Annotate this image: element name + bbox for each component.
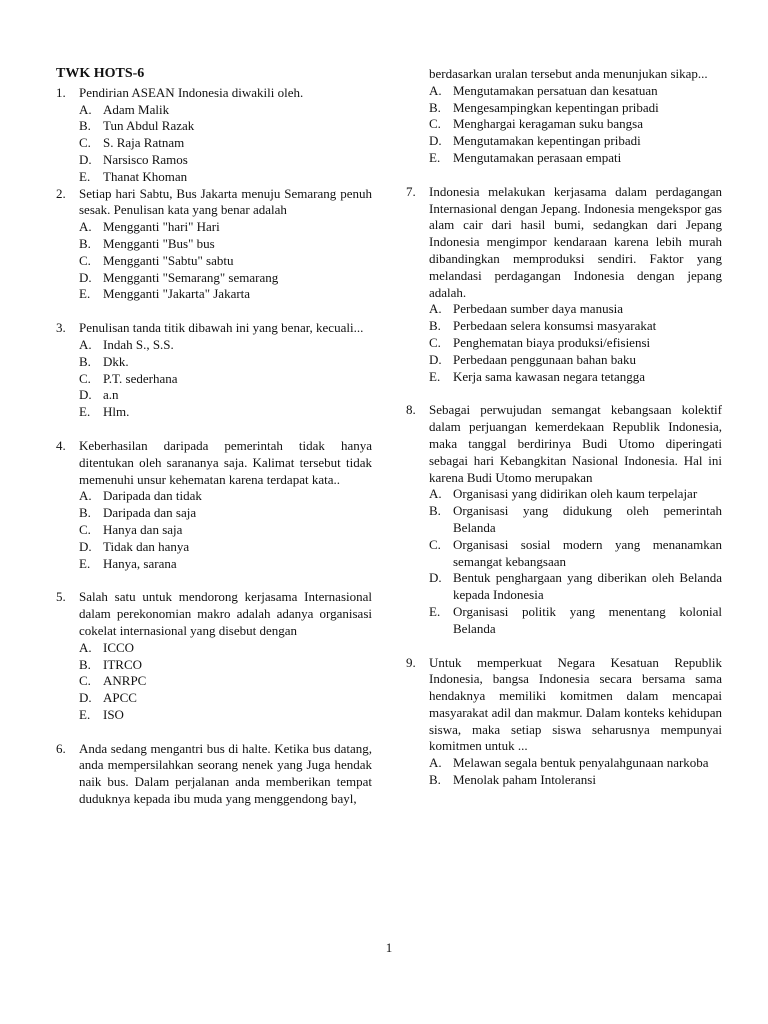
question-7 <box>406 184 722 386</box>
question-text: Sebagai perwujudan semangat kebangsaan kolektif dalam perjuangan kemerdekaan Republik Indonesia, maka tanggal berdirinya Budi Utomo diperingati sebagai hari Kebangkitan Nasional Indonesia. Hal ini karena Budi Utomo merupakan <box>429 402 722 485</box>
option-b <box>429 772 722 789</box>
option-a <box>429 486 722 503</box>
option-letter: D. <box>79 269 92 285</box>
option-letter: D. <box>429 133 442 149</box>
option-letter: C. <box>79 135 91 151</box>
option-a <box>79 219 372 236</box>
option-c <box>429 335 722 352</box>
option-c <box>79 371 372 388</box>
option-text: Tidak dan hanya <box>103 538 190 554</box>
option-letter: C. <box>429 536 441 552</box>
option-letter: B. <box>79 656 91 672</box>
spacer <box>56 421 372 438</box>
option-text: Menolak paham Intoleransi <box>453 772 596 788</box>
option-list <box>79 640 372 724</box>
option-text: ISO <box>103 706 124 722</box>
question-number: 3. <box>56 320 66 336</box>
option-d <box>429 133 722 150</box>
question-number: 1. <box>56 84 66 100</box>
option-text: ANRPC <box>103 673 147 689</box>
option-letter: E. <box>79 706 91 722</box>
option-text: Tun Abdul Razak <box>103 118 195 134</box>
question-number: 4. <box>56 437 66 453</box>
option-text: Kerja sama kawasan negara tetangga <box>453 368 646 384</box>
question-6-continued <box>406 66 722 167</box>
option-letter: A. <box>79 488 92 504</box>
question-number: 7. <box>406 183 416 199</box>
option-list <box>79 102 372 186</box>
option-text: Mengganti "Semarang" semarang <box>103 269 279 285</box>
question-text: Salah satu untuk mendorong kerjasama Internasional dalam perekonomian makro adalah adanya organisasi cokelat internasional yang disebut dengan <box>79 589 372 638</box>
option-letter: B. <box>429 772 441 788</box>
option-letter: B. <box>79 235 91 251</box>
spacer <box>56 303 372 320</box>
option-letter: A. <box>79 336 92 352</box>
question-1 <box>56 85 372 186</box>
option-letter: E. <box>429 149 441 165</box>
option-text: Melawan segala bentuk penyalahgunaan narkoba <box>453 755 709 771</box>
option-e <box>79 707 372 724</box>
question-5 <box>56 589 372 723</box>
option-list <box>79 219 372 303</box>
option-a <box>429 83 722 100</box>
option-text: Mengutamakan persatuan dan kesatuan <box>453 82 658 98</box>
option-d <box>429 352 722 369</box>
option-letter: C. <box>79 673 91 689</box>
option-letter: D. <box>429 351 442 367</box>
question-8 <box>406 402 722 637</box>
option-text: Hanya, sarana <box>103 555 177 571</box>
option-letter: D. <box>429 570 442 586</box>
option-text: Daripada dan saja <box>103 505 197 521</box>
option-text: Narsisco Ramos <box>103 151 188 167</box>
option-letter: C. <box>429 334 441 350</box>
question-text: Keberhasilan daripada pemerintah tidak hanya ditentukan oleh sarananya saja. Kalimat tersebut tidak memenuhi unsur kehematan karena terdapat kata.. <box>79 437 372 487</box>
option-b <box>79 236 372 253</box>
option-list <box>79 488 372 572</box>
option-text: Mengutamakan kepentingan pribadi <box>453 133 641 149</box>
option-letter: E. <box>429 603 441 619</box>
option-letter: E. <box>79 555 91 571</box>
option-letter: E. <box>79 168 91 184</box>
option-text: S. Raja Ratnam <box>103 135 185 151</box>
option-text: Hlm. <box>103 404 130 420</box>
option-list <box>429 755 722 789</box>
question-text: Setiap hari Sabtu, Bus Jakarta menuju Semarang penuh sesak. Penulisan kata yang benar adalah <box>79 185 372 218</box>
option-c <box>79 522 372 539</box>
option-d <box>79 152 372 169</box>
option-letter: A. <box>79 101 92 117</box>
question-2 <box>56 186 372 304</box>
option-b <box>429 318 722 335</box>
option-text: Perbedaan sumber daya manusia <box>453 301 624 317</box>
option-text: Dkk. <box>103 353 129 369</box>
option-text: Hanya dan saja <box>103 521 183 537</box>
option-d <box>79 539 372 556</box>
option-text: ITRCO <box>103 656 142 672</box>
option-letter: C. <box>79 370 91 386</box>
option-text: Indah S., S.S. <box>103 336 174 352</box>
option-list <box>429 486 722 637</box>
option-letter: A. <box>79 639 92 655</box>
option-letter: D. <box>79 690 92 706</box>
question-text: Penulisan tanda titik dibawah ini yang benar, kecuali... <box>79 320 364 336</box>
spacer <box>406 167 722 184</box>
option-c <box>429 537 722 571</box>
option-e <box>79 286 372 303</box>
option-a <box>429 301 722 318</box>
option-text: Perbedaan penggunaan bahan baku <box>453 351 637 367</box>
option-text: Thanat Khoman <box>103 168 188 184</box>
option-letter: D. <box>79 538 92 554</box>
question-number: 2. <box>56 185 66 201</box>
option-text: Bentuk penghargaan yang diberikan oleh Belanda kepada Indonesia <box>453 570 722 603</box>
option-text: Perbedaan selera konsumsi masyarakat <box>453 318 657 334</box>
option-d <box>79 270 372 287</box>
option-letter: B. <box>79 118 91 134</box>
option-list <box>79 337 372 421</box>
option-letter: D. <box>79 387 92 403</box>
option-e <box>429 150 722 167</box>
option-a <box>79 488 372 505</box>
option-b <box>429 503 722 537</box>
option-a <box>79 337 372 354</box>
left-column <box>56 66 372 808</box>
option-letter: A. <box>429 755 442 771</box>
spacer <box>406 638 722 655</box>
option-e <box>79 556 372 573</box>
option-letter: D. <box>79 151 92 167</box>
option-e <box>429 604 722 638</box>
option-text: Penghematan biaya produksi/efisiensi <box>453 334 651 350</box>
option-text: Mengganti "Bus" bus <box>103 235 215 251</box>
question-text: berdasarkan uralan tersebut anda menunjukan sikap... <box>429 66 708 81</box>
question-number: 9. <box>406 654 416 670</box>
option-text: P.T. sederhana <box>103 370 178 386</box>
option-text: Mengutamakan perasaan empati <box>453 149 622 165</box>
question-text: Indonesia melakukan kerjasama dalam perdagangan Internasional dengan Jepang. Indonesia mengekspor gas alam cair dari hasil bumi, sedangkan dari Jepang Indonesia mengimpor kendaraan karena lebih murah dibandingkan memproduksi sendiri. Faktor yang melandasi perdagangan Indonesia dengan jepang adalah. <box>429 183 722 300</box>
option-c <box>79 673 372 690</box>
option-letter: E. <box>79 404 91 420</box>
option-letter: E. <box>79 286 91 302</box>
question-number: 6. <box>56 740 66 756</box>
spacer <box>56 572 372 589</box>
option-e <box>79 404 372 421</box>
document-title: TWK HOTS-6 <box>56 66 145 81</box>
option-a <box>79 640 372 657</box>
question-number: 8. <box>406 402 416 418</box>
question-9 <box>406 655 722 789</box>
option-letter: A. <box>79 219 92 235</box>
option-text: Adam Malik <box>103 101 170 117</box>
option-text: APCC <box>103 690 137 706</box>
option-b <box>79 354 372 371</box>
option-b <box>79 118 372 135</box>
option-e <box>79 169 372 186</box>
question-3 <box>56 320 372 421</box>
option-text: Mengganti "hari" Hari <box>103 219 220 235</box>
option-list <box>429 83 722 167</box>
question-text: Untuk memperkuat Negara Kesatuan Republik Indonesia, bangsa Indonesia secara bersama sama hendaknya memiliki komitmen dalam mencapai masyarakat adil dan makmur. Dalam konteks kehidupan siswa, maka setiap siswa seharusnya mempunyai komitmen untuk ... <box>429 654 722 754</box>
question-text: Pendirian ASEAN Indonesia diwakili oleh. <box>79 84 304 100</box>
option-letter: B. <box>429 318 441 334</box>
option-a <box>429 755 722 772</box>
option-letter: C. <box>429 116 441 132</box>
option-letter: C. <box>79 521 91 537</box>
question-6 <box>56 741 372 808</box>
option-letter: A. <box>429 82 442 98</box>
option-c <box>79 253 372 270</box>
option-text: Organisasi yang didirikan oleh kaum terpelajar <box>453 486 698 502</box>
option-letter: B. <box>79 505 91 521</box>
option-d <box>79 387 372 404</box>
right-column <box>406 66 722 789</box>
option-b <box>429 100 722 117</box>
option-text: Mengesampingkan kepentingan pribadi <box>453 99 659 115</box>
option-letter: B. <box>429 503 441 519</box>
option-letter: B. <box>79 353 91 369</box>
option-letter: E. <box>429 368 441 384</box>
option-letter: A. <box>429 486 442 502</box>
question-number: 5. <box>56 589 66 605</box>
option-letter: A. <box>429 301 442 317</box>
option-text: Daripada dan tidak <box>103 488 202 504</box>
question-text: Anda sedang mengantri bus di halte. Ketika bus datang, anda mempersilahkan seorang nenek yang Juga hendak naik bus. Dalam perjalanan anda memberikan tempat duduknya kepada ibu muda yang menggendong bayl, <box>79 740 372 807</box>
option-text: Organisasi yang didukung oleh pemerintah Belanda <box>453 503 722 535</box>
option-letter: B. <box>429 99 441 115</box>
option-a <box>79 102 372 119</box>
option-e <box>429 369 722 386</box>
option-text: Organisasi sosial modern yang menanamkan semangat kebangsaan <box>453 536 722 569</box>
page-number: 1 <box>385 940 393 955</box>
option-c <box>79 135 372 152</box>
option-c <box>429 116 722 133</box>
question-4 <box>56 438 372 572</box>
option-text: Organisasi politik yang menentang kolonial Belanda <box>453 603 722 636</box>
option-text: ICCO <box>103 639 135 655</box>
spacer <box>406 385 722 402</box>
option-d <box>79 690 372 707</box>
option-b <box>79 657 372 674</box>
option-letter: C. <box>79 252 91 268</box>
option-text: Mengganti "Sabtu" sabtu <box>103 252 234 268</box>
option-list <box>429 301 722 385</box>
option-d <box>429 570 722 604</box>
option-text: Menghargai keragaman suku bangsa <box>453 116 644 132</box>
option-text: a.n <box>103 387 119 403</box>
spacer <box>56 724 372 741</box>
option-text: Mengganti "Jakarta" Jakarta <box>103 286 251 302</box>
option-b <box>79 505 372 522</box>
